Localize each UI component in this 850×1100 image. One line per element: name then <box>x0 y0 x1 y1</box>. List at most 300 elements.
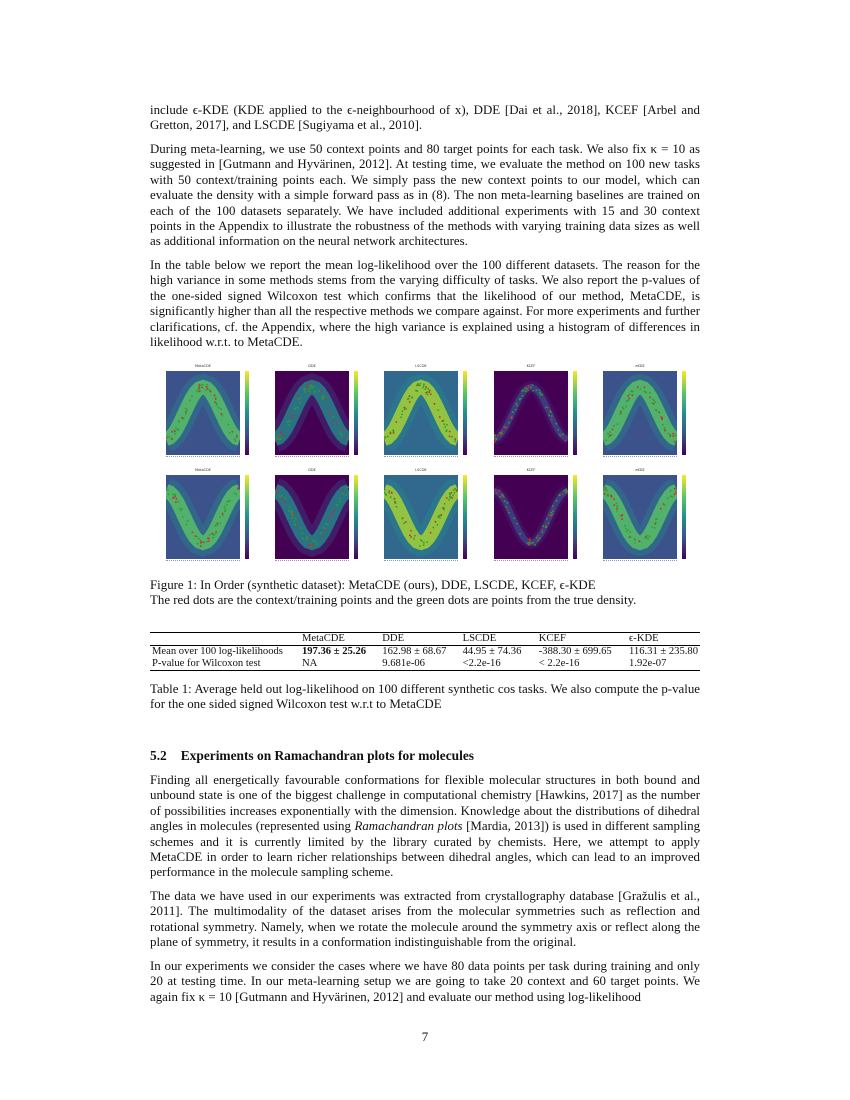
context-point <box>510 416 512 418</box>
true-density-point <box>316 543 318 545</box>
true-density-point <box>626 531 628 533</box>
true-density-point <box>674 442 676 444</box>
context-point <box>207 388 209 390</box>
context-point <box>236 436 238 438</box>
true-density-point <box>670 495 672 497</box>
context-point <box>663 503 665 505</box>
true-density-point <box>392 429 394 431</box>
table-cell: < 2.2e-16 <box>538 658 580 669</box>
true-density-point <box>519 399 521 401</box>
context-point <box>529 544 531 546</box>
context-point <box>215 398 217 400</box>
density-heatmap <box>275 475 349 559</box>
true-density-point <box>185 413 187 415</box>
true-density-point <box>625 406 627 408</box>
true-density-point <box>309 391 311 393</box>
figure-caption-line2: The red dots are the context/training points and the green dots are points from the true density. <box>150 593 637 608</box>
table-header-row <box>150 633 700 646</box>
context-point <box>215 531 217 533</box>
context-point <box>336 422 338 424</box>
panel-title: eKDE <box>635 468 645 472</box>
density-heatmap <box>166 371 240 455</box>
true-density-point <box>542 525 544 527</box>
true-density-point <box>414 535 416 537</box>
context-point <box>206 386 208 388</box>
context-point <box>208 540 210 542</box>
true-density-point <box>670 490 672 492</box>
true-density-point <box>224 510 226 512</box>
true-density-point <box>555 423 557 425</box>
x-axis-ticks <box>166 456 240 460</box>
true-density-point <box>186 409 188 411</box>
density-panel <box>368 468 472 570</box>
context-point <box>334 509 336 511</box>
true-density-point <box>286 421 288 423</box>
true-density-point <box>206 541 208 543</box>
true-density-point <box>305 539 307 541</box>
context-point <box>661 417 663 419</box>
context-point <box>621 518 623 520</box>
context-point <box>199 390 201 392</box>
table-cell: Mean over 100 log-likelihoods <box>152 646 283 657</box>
true-density-point <box>508 422 510 424</box>
true-density-point <box>451 436 453 438</box>
true-density-point <box>196 536 198 538</box>
true-density-point <box>433 527 435 529</box>
x-axis-ticks <box>603 560 677 564</box>
true-density-point <box>341 435 343 437</box>
true-density-point <box>530 386 532 388</box>
true-density-point <box>318 390 320 392</box>
true-density-point <box>340 433 342 435</box>
true-density-point <box>557 429 559 431</box>
context-point <box>308 545 310 547</box>
true-density-point <box>632 391 634 393</box>
true-density-point <box>313 386 315 388</box>
true-density-point <box>212 537 214 539</box>
true-density-point <box>551 415 553 417</box>
true-density-point <box>314 391 316 393</box>
true-density-point <box>516 405 518 407</box>
context-point <box>627 395 629 397</box>
context-point <box>501 431 503 433</box>
panel-title: eKDE <box>635 364 645 368</box>
density-panel <box>587 364 691 466</box>
x-axis-ticks <box>166 560 240 564</box>
table-header-cell: DDE <box>382 633 405 644</box>
density-panel <box>150 468 254 570</box>
true-density-point <box>200 384 202 386</box>
context-point <box>551 419 553 421</box>
true-density-point <box>228 424 230 426</box>
true-density-point <box>603 486 605 488</box>
true-density-point <box>293 521 295 523</box>
true-density-point <box>422 387 424 389</box>
true-density-point <box>616 510 618 512</box>
true-density-point <box>450 496 452 498</box>
context-point <box>500 434 502 436</box>
context-point <box>410 536 412 538</box>
context-point <box>200 545 202 547</box>
context-point <box>284 502 286 504</box>
true-density-point <box>419 545 421 547</box>
true-density-point <box>607 433 609 435</box>
context-point <box>405 521 407 523</box>
true-density-point <box>178 421 180 423</box>
context-point <box>613 498 615 500</box>
context-point <box>324 529 326 531</box>
true-density-point <box>536 537 538 539</box>
true-density-point <box>526 388 528 390</box>
true-density-point <box>542 394 544 396</box>
context-point <box>674 493 676 495</box>
table-cell: 162.98 ± 68.67 <box>382 646 447 657</box>
panel-title: MetaCDE <box>194 364 212 368</box>
true-density-point <box>626 400 628 402</box>
true-density-point <box>182 516 184 518</box>
context-point <box>176 498 178 500</box>
true-density-point <box>401 410 403 412</box>
context-point <box>409 401 411 403</box>
true-density-point <box>502 495 504 497</box>
context-point <box>449 431 451 433</box>
true-density-point <box>304 391 306 393</box>
context-point <box>430 393 432 395</box>
colorbar <box>573 371 577 455</box>
true-density-point <box>427 388 429 390</box>
density-panel <box>150 364 254 466</box>
paragraph-baselines: include ϵ-KDE (KDE applied to the ϵ-neighbourhood of x), DDE [Dai et al., 2018], KCEF [Arbel and Gretton, 2017], and LSCDE [Sugiyama et al., 2010]. <box>150 103 700 133</box>
true-density-point <box>408 398 410 400</box>
context-point <box>612 429 614 431</box>
true-density-point <box>559 494 561 496</box>
true-density-point <box>419 385 421 387</box>
true-density-point <box>306 536 308 538</box>
true-density-point <box>444 503 446 505</box>
true-density-point <box>552 505 554 507</box>
context-point <box>565 440 567 442</box>
table-header-cell: LSCDE <box>462 633 497 644</box>
context-point <box>658 412 660 414</box>
true-density-point <box>311 386 313 388</box>
context-point <box>499 490 501 492</box>
context-point <box>207 537 209 539</box>
x-axis-ticks <box>275 456 349 460</box>
true-density-point <box>185 408 187 410</box>
context-point <box>672 433 674 435</box>
true-density-point <box>281 495 283 497</box>
true-density-point <box>169 436 171 438</box>
true-density-point <box>551 513 553 515</box>
context-point <box>446 497 448 499</box>
true-density-point <box>181 508 183 510</box>
true-density-point <box>224 506 226 508</box>
true-density-point <box>339 498 341 500</box>
true-density-point <box>649 536 651 538</box>
true-density-point <box>542 531 544 533</box>
true-density-point <box>504 500 506 502</box>
true-density-point <box>616 505 618 507</box>
true-density-point <box>177 429 179 431</box>
context-point <box>276 488 278 490</box>
context-point <box>495 489 497 491</box>
context-point <box>440 515 442 517</box>
context-point <box>237 488 239 490</box>
context-point <box>283 434 285 436</box>
panel-title: KCEF <box>526 364 536 368</box>
true-density-point <box>628 529 630 531</box>
density-heatmap <box>384 475 458 559</box>
true-density-point <box>539 537 541 539</box>
true-density-point <box>625 528 627 530</box>
colorbar <box>682 475 686 559</box>
true-density-point <box>323 527 325 529</box>
true-density-point <box>297 398 299 400</box>
true-density-point <box>664 427 666 429</box>
context-point <box>660 508 662 510</box>
context-point <box>211 533 213 535</box>
true-density-point <box>308 388 310 390</box>
true-density-point <box>302 532 304 534</box>
true-density-point <box>320 532 322 534</box>
true-density-point <box>550 512 552 514</box>
context-point <box>496 492 498 494</box>
true-density-point <box>651 526 653 528</box>
context-point <box>450 492 452 494</box>
true-density-point <box>213 534 215 536</box>
context-point <box>537 540 539 542</box>
true-density-point <box>347 486 349 488</box>
true-density-point <box>227 501 229 503</box>
true-density-point <box>174 494 176 496</box>
true-density-point <box>396 506 398 508</box>
context-point <box>494 440 496 442</box>
context-point <box>171 431 173 433</box>
true-density-point <box>209 390 211 392</box>
true-density-point <box>651 402 653 404</box>
panel-title: DDE <box>308 468 316 472</box>
true-density-point <box>186 524 188 526</box>
true-density-point <box>384 489 386 491</box>
paragraph-text: Finding all energetically favourable conformations for flexible molecular structures in both bound and unbound state is one of the biggest challenge in computational chemistry [Hawkins, 2017] as the number of possibilities increases exponentially with the dimension. Knowledge about the distributions of dihedral angles in molecules (represented using <box>150 773 700 834</box>
context-point <box>439 416 441 418</box>
context-point <box>644 386 646 388</box>
true-density-point <box>617 423 619 425</box>
true-density-point <box>647 538 649 540</box>
true-density-point <box>539 391 541 393</box>
true-density-point <box>675 490 677 492</box>
table-header-cell <box>150 633 300 646</box>
context-point <box>449 435 451 437</box>
context-point <box>345 437 347 439</box>
true-density-point <box>664 504 666 506</box>
context-point <box>214 394 216 396</box>
true-density-point <box>279 438 281 440</box>
true-density-point <box>323 395 325 397</box>
true-density-point <box>645 391 647 393</box>
table-row <box>150 658 700 671</box>
density-panel <box>259 364 363 466</box>
true-density-point <box>446 424 448 426</box>
true-density-point <box>611 434 613 436</box>
true-density-point <box>507 502 509 504</box>
true-density-point <box>303 388 305 390</box>
true-density-point <box>187 520 189 522</box>
true-density-point <box>415 390 417 392</box>
table-cell: 9.681e-06 <box>382 658 425 669</box>
true-density-point <box>345 494 347 496</box>
table-caption: Table 1: Average held out log-likelihood on 100 different synthetic cos tasks. We also compute the p-value for the one sided signed Wilcoxon test w.r.t to MetaCDE <box>150 682 700 712</box>
context-point <box>631 394 633 396</box>
context-point <box>507 509 509 511</box>
table-header-cell: KCEF <box>538 633 566 644</box>
true-density-point <box>629 394 631 396</box>
figure-caption <box>150 578 710 609</box>
x-axis-ticks <box>494 456 568 460</box>
context-point <box>529 541 531 543</box>
section-number: 5.2 <box>150 748 167 763</box>
true-density-point <box>221 415 223 417</box>
true-density-point <box>444 426 446 428</box>
context-point <box>198 384 200 386</box>
true-density-point <box>294 408 296 410</box>
true-density-point <box>300 527 302 529</box>
true-density-point <box>423 544 425 546</box>
true-density-point <box>404 409 406 411</box>
true-density-point <box>552 511 554 513</box>
context-point <box>200 540 202 542</box>
panel-title: MetaCDE <box>194 468 212 472</box>
table-cell: NA <box>301 658 318 669</box>
context-point <box>613 504 615 506</box>
context-point <box>231 431 233 433</box>
density-heatmap <box>275 371 349 455</box>
context-point <box>664 430 666 432</box>
true-density-point <box>172 493 174 495</box>
context-point <box>308 539 310 541</box>
true-density-point <box>634 542 636 544</box>
true-density-point <box>217 407 219 409</box>
colorbar <box>354 371 358 455</box>
figure-caption-line1: Figure 1: In Order (synthetic dataset): MetaCDE (ours), DDE, LSCDE, KCEF, ϵ-KDE <box>150 578 596 592</box>
true-density-point <box>443 423 445 425</box>
true-density-point <box>654 527 656 529</box>
context-point <box>552 509 554 511</box>
true-density-point <box>607 494 609 496</box>
true-density-point <box>388 492 390 494</box>
context-point <box>645 536 647 538</box>
true-density-point <box>446 429 448 431</box>
context-point <box>222 513 224 515</box>
context-point <box>637 386 639 388</box>
true-density-point <box>640 388 642 390</box>
true-density-point <box>512 411 514 413</box>
true-density-point <box>167 489 169 491</box>
true-density-point <box>495 438 497 440</box>
context-point <box>220 413 222 415</box>
true-density-point <box>209 534 211 536</box>
paragraph-meta-learning-setup: During meta-learning, we use 50 context points and 80 target points for each task. We also fix κ = 10 as suggested in [Gutmann and Hyvärinen, 2012]. At testing time, we evaluate the method on 100 new tasks with 50 context/training points each. We simply pass the new context points to our model, which can evaluate the density with a simple forward pass as in (8). The non meta-learning baselines are trained on each of the 100 datasets separately. We have included additional experiments with 15 and 30 context points in the Appendix to illustrate the robustness of the methods with varying training data sizes as well as additional information on the neural network architectures. <box>150 142 700 249</box>
true-density-point <box>346 487 348 489</box>
true-density-point <box>667 497 669 499</box>
true-density-point <box>624 525 626 527</box>
true-density-point <box>506 506 508 508</box>
true-density-point <box>179 508 181 510</box>
context-point <box>638 540 640 542</box>
context-point <box>611 496 613 498</box>
true-density-point <box>289 506 291 508</box>
context-point <box>616 508 618 510</box>
true-density-point <box>215 525 217 527</box>
true-density-point <box>508 512 510 514</box>
true-density-point <box>201 541 203 543</box>
true-density-point <box>234 492 236 494</box>
true-density-point <box>499 496 501 498</box>
page-number: 7 <box>421 1030 429 1044</box>
true-density-point <box>534 544 536 546</box>
true-density-point <box>424 388 426 390</box>
true-density-point <box>609 431 611 433</box>
true-density-point <box>234 438 236 440</box>
true-density-point <box>393 498 395 500</box>
density-heatmap <box>603 371 677 455</box>
true-density-point <box>295 517 297 519</box>
density-panel <box>587 468 691 570</box>
true-density-point <box>235 493 237 495</box>
results-table <box>150 632 700 671</box>
true-density-point <box>427 394 429 396</box>
context-point <box>454 438 456 440</box>
context-point <box>282 499 284 501</box>
true-density-point <box>292 515 294 517</box>
true-density-point <box>525 390 527 392</box>
true-density-point <box>454 492 456 494</box>
context-point <box>342 491 344 493</box>
true-density-point <box>220 408 222 410</box>
true-density-point <box>655 522 657 524</box>
true-density-point <box>515 403 517 405</box>
true-density-point <box>606 489 608 491</box>
true-density-point <box>605 439 607 441</box>
true-density-point <box>413 538 415 540</box>
true-density-point <box>423 385 425 387</box>
table-cell-best: 197.36 ± 25.26 <box>301 646 367 657</box>
true-density-point <box>411 397 413 399</box>
context-point <box>320 390 322 392</box>
true-density-point <box>189 399 191 401</box>
true-density-point <box>623 408 625 410</box>
true-density-point <box>420 539 422 541</box>
true-density-point <box>548 522 550 524</box>
true-density-point <box>629 531 631 533</box>
context-point <box>341 430 343 432</box>
context-point <box>672 435 674 437</box>
context-point <box>649 396 651 398</box>
context-point <box>537 535 539 537</box>
true-density-point <box>417 383 419 385</box>
true-density-point <box>325 523 327 525</box>
true-density-point <box>494 434 496 436</box>
context-point <box>396 421 398 423</box>
true-density-point <box>527 542 529 544</box>
colorbar <box>682 371 686 455</box>
true-density-point <box>168 493 170 495</box>
true-density-point <box>197 543 199 545</box>
true-density-point <box>202 384 204 386</box>
true-density-point <box>178 501 180 503</box>
panel-title: KCEF <box>526 468 536 472</box>
true-density-point <box>437 524 439 526</box>
